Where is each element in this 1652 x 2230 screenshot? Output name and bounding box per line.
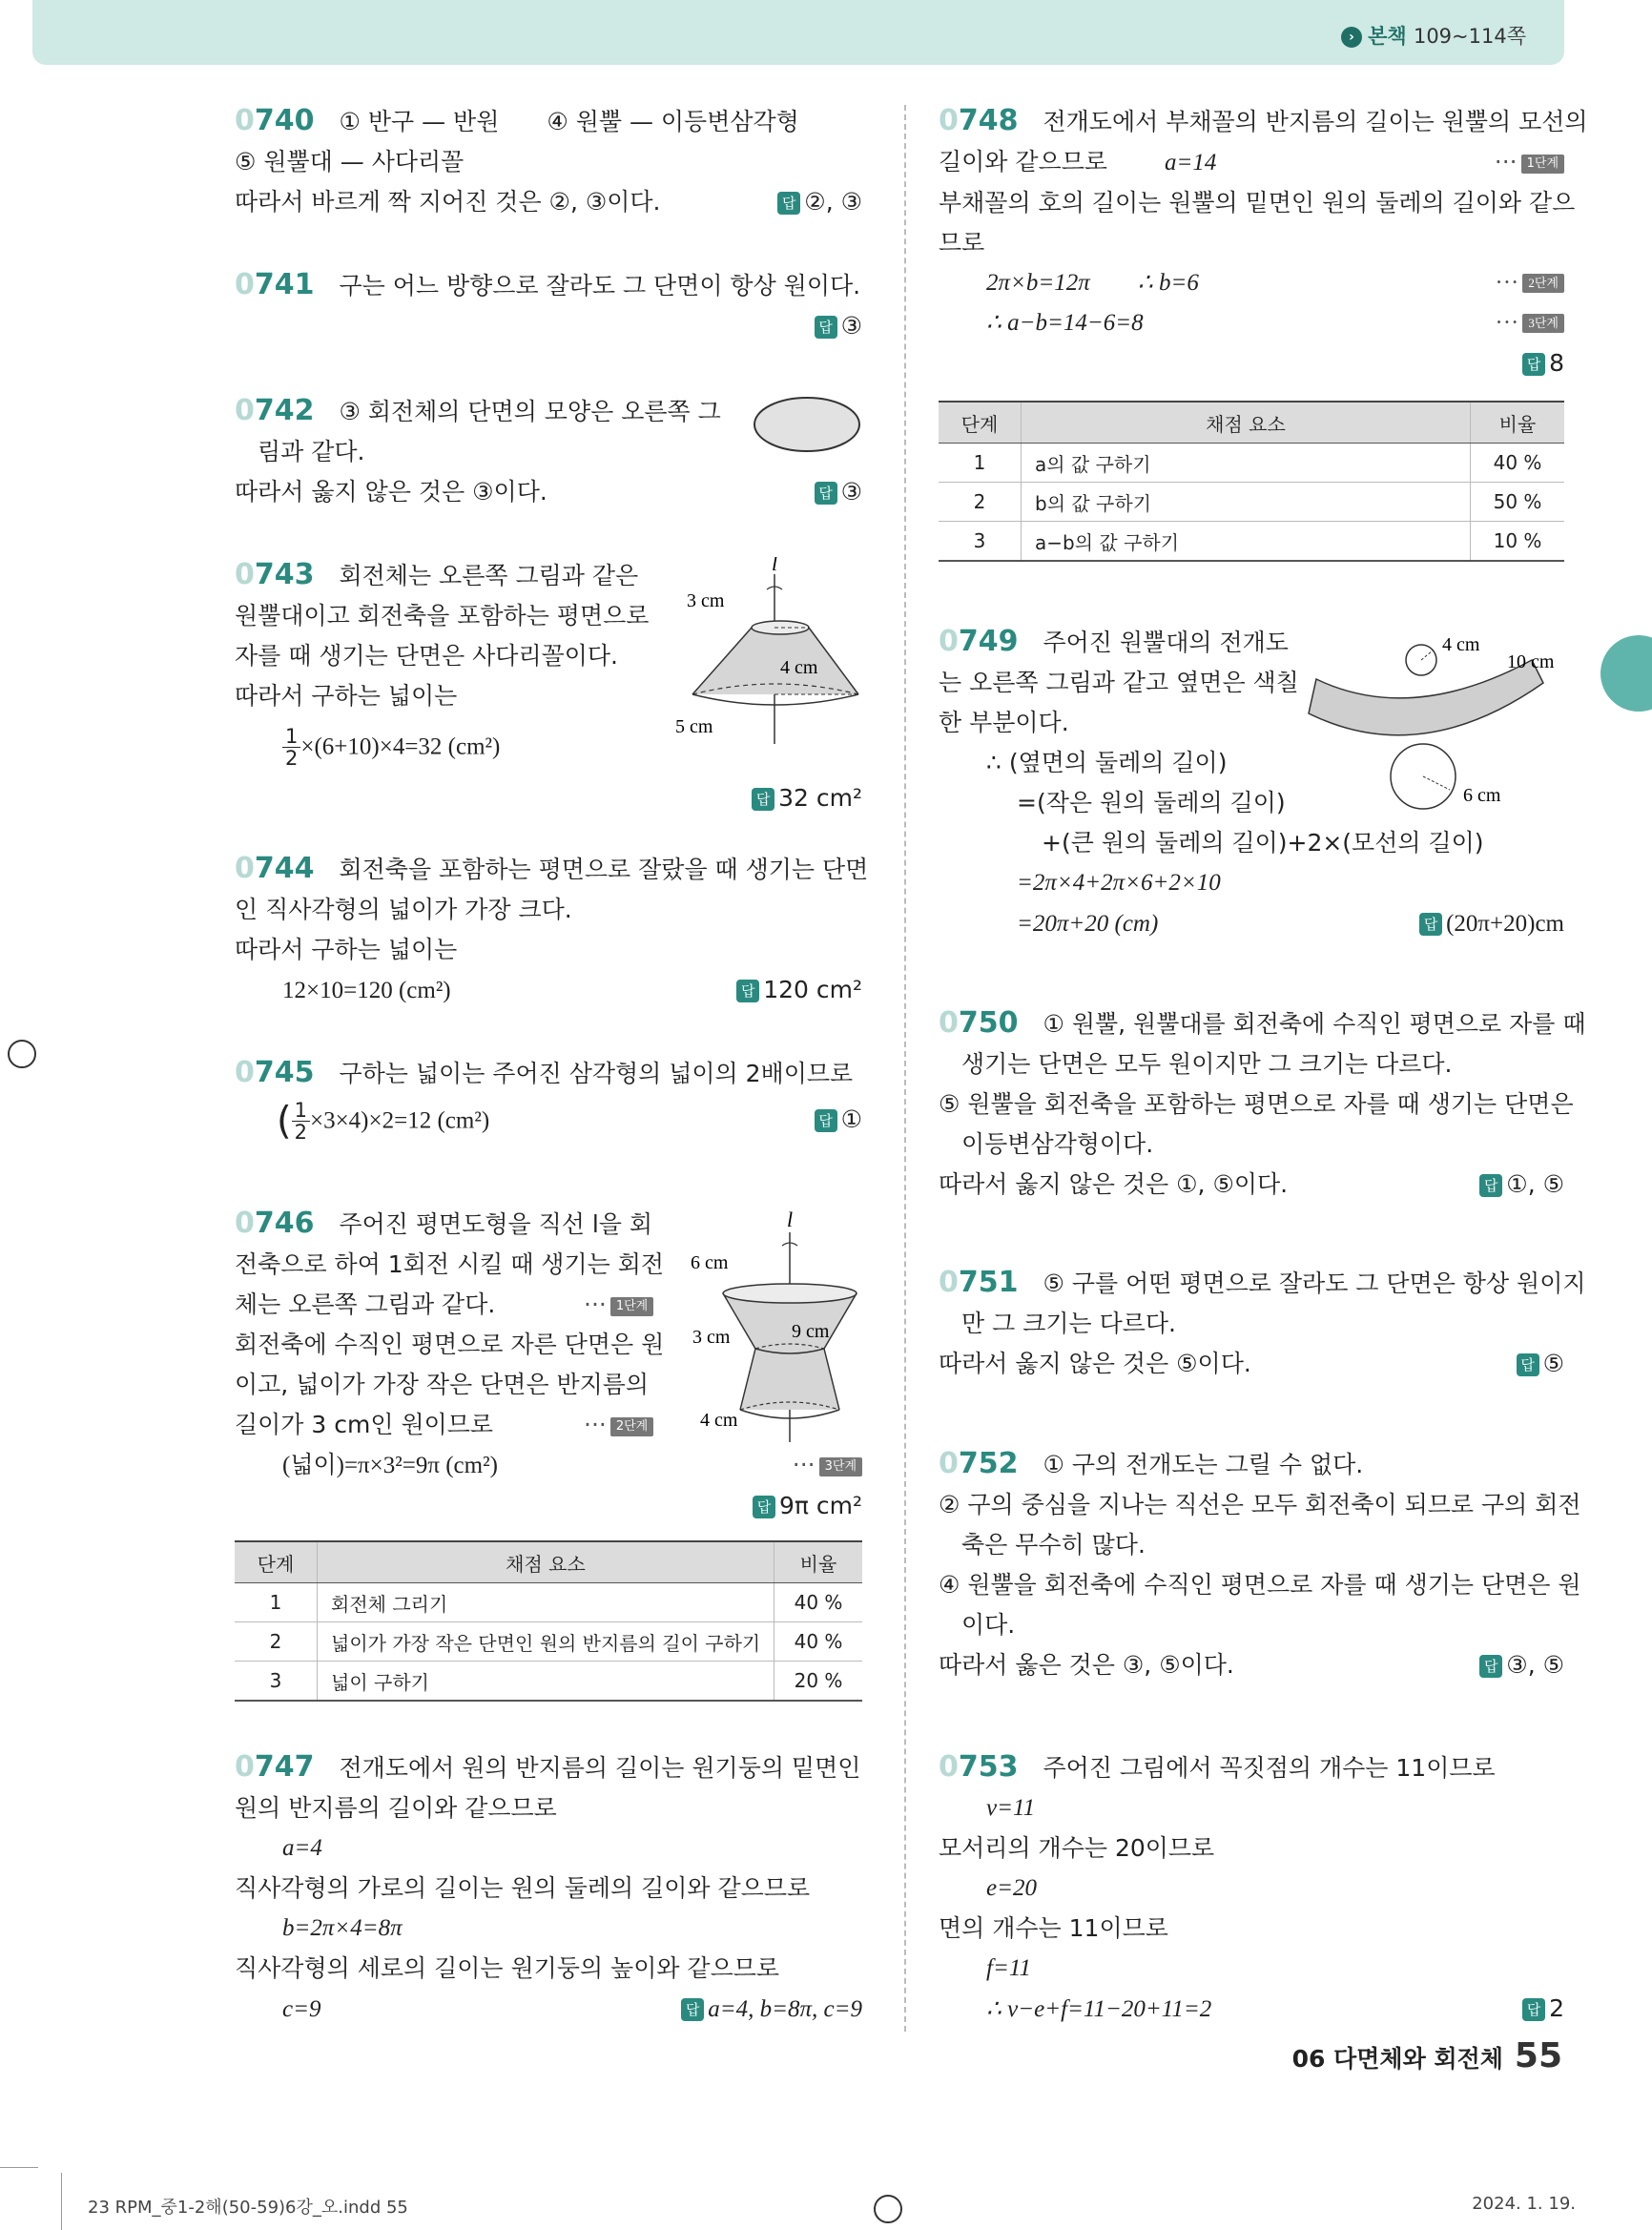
text-line: 주어진 그림에서 꼭짓점의 개수는 11이므로	[1043, 1754, 1496, 1782]
text-line: 체는 오른쪽 그림과 같다.	[235, 1291, 496, 1318]
text-line: a=14	[1165, 150, 1217, 176]
answer-value: 2	[1549, 1994, 1564, 2022]
text-line: ⑤ 구를 어떤 평면으로 잘라도 그 단면은 항상 원이지	[1043, 1270, 1586, 1297]
small-radius-label: 4 cm	[1442, 634, 1480, 655]
text-line: 부채꼴의 호의 길이는 원뿔의 밑면인 원의 둘레의 길이와 같으	[939, 189, 1576, 217]
problem-0750	[939, 1003, 1586, 1205]
answer-icon: 답	[1517, 1353, 1539, 1376]
problem-0747	[235, 1747, 862, 2030]
scoring-table-0746	[235, 1540, 862, 1702]
fraction	[282, 726, 300, 769]
top-radius-label: 3 cm	[687, 590, 725, 611]
problem-0740	[235, 101, 862, 222]
top-radius-label: 6 cm	[691, 1252, 729, 1273]
table-cell: 회전체 그리기	[318, 1583, 774, 1622]
frustum-figure	[668, 557, 878, 748]
text-line: 전개도에서 부채꼴의 반지름의 길이는 원뿔의 모선의	[1043, 108, 1588, 135]
bottom-radius-label: 4 cm	[700, 1410, 738, 1431]
text-line: 인 직사각형의 넓이가 가장 크다.	[235, 896, 572, 923]
table-cell: 넓이가 가장 작은 단면인 원의 반지름의 길이 구하기	[318, 1622, 774, 1662]
answer	[1419, 903, 1564, 944]
table-cell: 10 %	[1471, 522, 1565, 562]
text-line: 회전축에 수직인 평면으로 자른 단면은 원	[235, 1331, 665, 1358]
problem-number: 0749	[939, 625, 1019, 658]
frustum-net-figure	[1307, 626, 1564, 826]
table-header: 채점 요소	[1022, 402, 1471, 444]
answer-icon: 답	[1522, 353, 1545, 376]
problem-0748	[939, 101, 1588, 383]
header-bar	[32, 0, 1564, 65]
problem-number: 0750	[939, 1006, 1019, 1040]
text-line: 따라서 옳지 않은 것은 ①, ⑤이다.	[939, 1170, 1289, 1198]
print-file-info: 23 RPM_중1-2해(50-59)6강_오.indd 55	[88, 2198, 408, 2218]
answer-value: ①	[840, 1105, 862, 1133]
table-cell: 40 %	[774, 1622, 863, 1662]
answer	[1479, 1165, 1564, 1205]
problem-number-prefix: 0	[235, 1207, 255, 1240]
problem-number: 0741	[235, 268, 315, 301]
answer	[752, 778, 862, 818]
page-number: 55	[1514, 2036, 1562, 2075]
registration-mark-icon	[8, 1040, 36, 1068]
answer-icon: 답	[736, 980, 759, 1002]
table-cell: 넓이 구하기	[318, 1662, 774, 1702]
problem-0753	[939, 1747, 1564, 2030]
text-line: ∴ (옆면의 둘레의 길이)	[986, 749, 1228, 776]
middle-radius-label: 3 cm	[692, 1327, 731, 1348]
answer-icon: 답	[1479, 1174, 1502, 1197]
ellipsis: ···	[1494, 148, 1518, 176]
answer	[815, 472, 862, 512]
problem-number: 0747	[235, 1750, 315, 1784]
problem-number: 0753	[939, 1750, 1019, 1784]
text-line: 한 부분이다.	[939, 709, 1069, 736]
stage-badge: 1단계	[1521, 155, 1564, 174]
text-line: 따라서 옳지 않은 것은 ⑤이다.	[939, 1350, 1251, 1377]
problem-number-prefix: 0	[939, 1447, 959, 1480]
table-cell: 2	[939, 483, 1022, 522]
problem-number-prefix: 0	[939, 1006, 959, 1040]
text-line: ④ 원뿔을 회전축에 수직인 평면으로 자를 때 생기는 단면은 원	[939, 1571, 1581, 1599]
answer	[1522, 343, 1564, 383]
table-cell: 1	[939, 444, 1022, 483]
text-line: (넓이)=π×3²=9π (cm²)	[282, 1453, 498, 1478]
problem-number-prefix: 0	[235, 268, 255, 301]
answer	[1522, 1989, 1564, 2029]
table-header: 비율	[774, 1541, 863, 1583]
text-line: ③ 회전체의 단면의 모양은 오른쪽 그	[339, 398, 721, 425]
hourglass-solid-figure	[689, 1206, 879, 1444]
answer-icon: 답	[1419, 913, 1442, 936]
text-line: =(작은 원의 둘레의 길이)	[1017, 789, 1286, 816]
slant-height-label: 10 cm	[1507, 651, 1555, 672]
text-line: ⑤ 원뿔대 — 사다리꼴	[235, 148, 465, 176]
text-line: v=11	[986, 1795, 1036, 1821]
text-line: ② 구의 중심을 지나는 직선은 모두 회전축이 되므로 구의 회전	[939, 1491, 1581, 1518]
answer-icon: 답	[1479, 1655, 1502, 1678]
fraction	[292, 1100, 310, 1143]
crop-mark	[61, 2173, 62, 2230]
text-line: 따라서 구하는 넓이는	[235, 682, 458, 710]
text-line: 구하는 넓이는 주어진 삼각형의 넓이의 2배이므로	[339, 1060, 854, 1087]
table-row	[939, 444, 1564, 483]
text-line: +(큰 원의 둘레의 길이)+2×(모선의 길이)	[1042, 829, 1484, 857]
table-cell: b의 값 구하기	[1022, 483, 1471, 522]
text-line: ① 반구 — 반원	[339, 108, 500, 135]
answer	[1479, 1645, 1564, 1685]
answer	[815, 306, 862, 346]
table-row	[235, 1622, 862, 1662]
answer-value: 8	[1549, 349, 1564, 377]
large-radius-label: 6 cm	[1463, 785, 1501, 806]
text-line: 원뿔대이고 회전축을 포함하는 평면으로	[235, 602, 650, 630]
text-line: 축은 무수히 많다.	[961, 1531, 1146, 1559]
stage-badge: 2단계	[1522, 274, 1564, 293]
text-line: 전축으로 하여 1회전 시킬 때 생기는 회전	[235, 1250, 664, 1278]
problem-number: 0752	[939, 1447, 1019, 1480]
answer-value: a=4, b=8π, c=9	[708, 1996, 862, 2022]
height-label: 4 cm	[780, 657, 818, 678]
text-line: 구는 어느 방향으로 잘라도 그 단면이 항상 원이다.	[339, 272, 861, 299]
problem-number: 0744	[235, 852, 315, 885]
text-line: f=11	[986, 1955, 1031, 1981]
bottom-radius-label: 5 cm	[675, 716, 713, 737]
problem-number-prefix: 0	[235, 1056, 255, 1089]
text-line: =20π+20 (cm)	[1017, 911, 1159, 937]
answer-value: 9π cm²	[778, 1492, 862, 1519]
text-line: 주어진 평면도형을 직선 l을 회	[339, 1210, 653, 1238]
ref-pages: 109~114쪽	[1413, 25, 1526, 48]
text-line: 2π×b=12π	[986, 270, 1090, 296]
fraction-top: 1	[282, 726, 300, 748]
answer-icon: 답	[777, 192, 800, 215]
text-line: b=2π×4=8π	[282, 1915, 403, 1941]
text-line: e=20	[986, 1875, 1037, 1901]
answer-icon: 답	[753, 1496, 775, 1518]
answer-value: ③	[840, 312, 862, 340]
ellipsis: ···	[1495, 270, 1519, 296]
text-line: 따라서 옳지 않은 것은 ③이다.	[235, 478, 547, 506]
table-row	[939, 522, 1564, 562]
text-line: 므로	[939, 229, 985, 257]
paren-open: (	[277, 1099, 292, 1144]
text-line: 이다.	[961, 1611, 1016, 1639]
problem-number-prefix: 0	[235, 852, 255, 885]
answer	[1517, 1344, 1564, 1384]
answer	[777, 182, 862, 222]
problem-number-prefix: 0	[939, 1266, 959, 1299]
problem-0745	[235, 1053, 862, 1143]
text-line: 회전체는 오른쪽 그림과 같은	[339, 562, 639, 589]
problem-number-prefix: 0	[235, 104, 255, 137]
ellipsis: ···	[1495, 310, 1519, 336]
text-line: 회전축을 포함하는 평면으로 잘랐을 때 생기는 단면	[339, 856, 869, 883]
ellipsis: ···	[584, 1291, 607, 1318]
stage-badge: 3단계	[819, 1457, 862, 1476]
text-line: 주어진 원뿔대의 전개도	[1043, 629, 1289, 656]
table-header: 단계	[939, 402, 1022, 444]
chapter-side-tab	[1600, 635, 1652, 712]
answer-value: 32 cm²	[778, 784, 862, 812]
text-line: 따라서 구하는 넓이는	[235, 936, 458, 963]
fraction-top: 1	[292, 1100, 310, 1122]
answer-icon: 답	[815, 1109, 837, 1132]
answer-icon: 답	[752, 788, 774, 811]
table-cell: 40 %	[1471, 444, 1565, 483]
problem-number-prefix: 0	[235, 394, 255, 427]
answer-icon: 답	[681, 1998, 704, 2021]
answer-value: ③, ⑤	[1506, 1651, 1564, 1679]
answer-value: ①, ⑤	[1506, 1170, 1564, 1198]
table-header: 채점 요소	[318, 1541, 774, 1583]
table-cell: 2	[235, 1622, 318, 1662]
text-line: c=9	[282, 1996, 321, 2022]
text-line: 직사각형의 가로의 길이는 원의 둘레의 길이와 같으므로	[235, 1874, 811, 1902]
axis-label: l	[786, 1208, 794, 1231]
problem-number: 0748	[939, 104, 1019, 137]
text-line: ① 원뿔, 원뿔대를 회전축에 수직인 평면으로 자를 때	[1043, 1010, 1586, 1038]
answer-value: (20π+20)cm	[1446, 911, 1564, 937]
table-cell: 3	[939, 522, 1022, 562]
problem-number: 0746	[235, 1207, 315, 1240]
crop-mark	[0, 2167, 38, 2168]
table-row	[235, 1583, 862, 1622]
problem-0744	[235, 849, 869, 1011]
problem-0752	[939, 1444, 1581, 1685]
answer-value: 120 cm²	[763, 976, 862, 1003]
stage-badge: 3단계	[1522, 314, 1564, 333]
text-line: 원의 반지름의 길이와 같으므로	[235, 1794, 557, 1822]
text-line: 길이와 같으므로	[939, 148, 1107, 176]
table-cell: 1	[235, 1583, 318, 1622]
answer	[815, 1100, 862, 1140]
text-line: 모서리의 개수는 20이므로	[939, 1834, 1215, 1862]
table-cell: 20 %	[774, 1662, 863, 1702]
problem-0751	[939, 1263, 1586, 1384]
fraction-bottom: 2	[285, 747, 299, 770]
text-line: 생기는 단면은 모두 원이지만 그 크기는 다르다.	[961, 1050, 1453, 1078]
chapter-footer	[1292, 2036, 1562, 2075]
text-line: ∴ b=6	[1137, 270, 1199, 296]
table-cell: 3	[235, 1662, 318, 1702]
text-line: 이고, 넓이가 가장 작은 단면은 반지름의	[235, 1371, 650, 1398]
answer-icon: 답	[815, 316, 837, 339]
axis-label: l	[771, 557, 778, 575]
answer-value: ⑤	[1542, 1350, 1564, 1377]
print-date: 2024. 1. 19.	[1472, 2194, 1576, 2214]
stage-badge: 2단계	[610, 1417, 653, 1436]
chapter-title: 06 다면체와 회전체	[1291, 2045, 1503, 2073]
problem-number: 0745	[235, 1056, 315, 1089]
answer-icon: 답	[1522, 1998, 1545, 2021]
answer-value: ②, ③	[804, 188, 862, 216]
problem-number-prefix: 0	[939, 1750, 959, 1784]
table-cell: 40 %	[774, 1583, 863, 1622]
text-line: 는 오른쪽 그림과 같고 옆면은 색칠	[939, 669, 1299, 696]
text-line: 자를 때 생기는 단면은 사다리꼴이다.	[235, 642, 618, 670]
text-line: ⑤ 원뿔을 회전축을 포함하는 평면으로 자를 때 생기는 단면은	[939, 1090, 1574, 1118]
text-line: a=4	[282, 1835, 322, 1861]
answer	[753, 1486, 862, 1526]
ellipse-figure	[752, 395, 866, 454]
text-line: ① 구의 전개도는 그릴 수 없다.	[1043, 1451, 1364, 1478]
scoring-table-0748	[939, 401, 1564, 562]
text-line: 따라서 옳은 것은 ③, ⑤이다.	[939, 1651, 1234, 1679]
text-line: 직사각형의 세로의 길이는 원기둥의 높이와 같으므로	[235, 1954, 780, 1982]
table-row	[939, 483, 1564, 522]
text-line: 이등변삼각형이다.	[961, 1130, 1154, 1158]
fraction-bottom: 2	[294, 1121, 307, 1144]
arrow-right-icon: ›	[1341, 27, 1362, 48]
problem-number-prefix: 0	[939, 625, 959, 658]
ref-label: 본책	[1368, 25, 1407, 48]
text-line: 림과 같다.	[258, 438, 365, 465]
problem-number-prefix: 0	[235, 558, 255, 591]
height-label: 9 cm	[792, 1321, 830, 1342]
text-line: =2π×4+2π×6+2×10	[1017, 870, 1221, 896]
problem-number: 0751	[939, 1266, 1019, 1299]
text-line: 만 그 크기는 다르다.	[961, 1310, 1176, 1337]
answer-icon: 답	[815, 482, 837, 505]
column-divider	[904, 105, 906, 2032]
table-cell: a−b의 값 구하기	[1022, 522, 1471, 562]
table-header: 비율	[1471, 402, 1565, 444]
problem-number: 0743	[235, 558, 315, 591]
answer-value: ③	[840, 478, 862, 506]
problem-number: 0740	[235, 104, 315, 137]
text-line: 12×10=120 (cm²)	[282, 978, 451, 1003]
table-cell: 50 %	[1471, 483, 1565, 522]
text-line: 길이가 3 cm인 원이므로	[235, 1411, 494, 1438]
ellipsis: ···	[792, 1451, 816, 1478]
answer	[736, 970, 862, 1010]
text-line: ∴ a−b=14−6=8	[986, 310, 1144, 336]
table-cell: a의 값 구하기	[1022, 444, 1471, 483]
ellipsis: ···	[584, 1411, 607, 1438]
stage-badge: 1단계	[610, 1297, 653, 1316]
problem-number-prefix: 0	[939, 104, 959, 137]
text-line: 면의 개수는 11이므로	[939, 1914, 1168, 1942]
text-line: ×3×4)×2=12 (cm²)	[309, 1107, 490, 1134]
problem-0741	[235, 265, 862, 346]
registration-mark-icon	[874, 2195, 902, 2223]
page-reference	[1341, 21, 1526, 50]
text-line: ④ 원뿔 — 이등변삼각형	[547, 108, 799, 135]
text-line: ∴ v−e+f=11−20+11=2	[986, 1996, 1212, 2022]
text-line: ×(6+10)×4=32 (cm²)	[300, 733, 501, 760]
problem-number-prefix: 0	[235, 1750, 255, 1784]
text-line: 따라서 바르게 짝 지어진 것은 ②, ③이다.	[235, 188, 661, 216]
problem-number: 0742	[235, 394, 315, 427]
table-row	[235, 1662, 862, 1702]
answer	[681, 1989, 862, 2030]
table-header: 단계	[235, 1541, 318, 1583]
text-line: 전개도에서 원의 반지름의 길이는 원기둥의 밑면인	[339, 1754, 861, 1782]
